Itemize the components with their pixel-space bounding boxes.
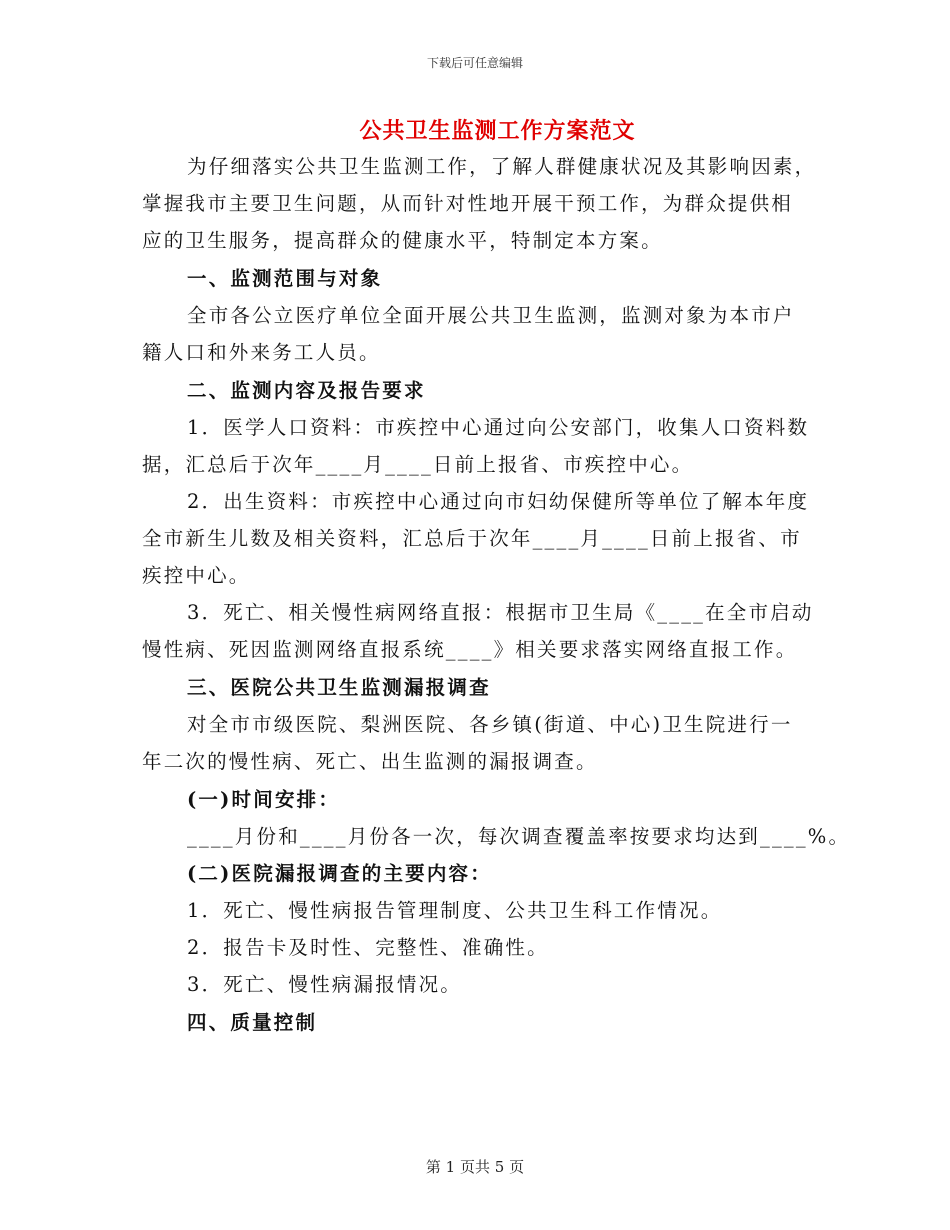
body-line: 对全市市级医院、梨洲医院、各乡镇(街道、中心)卫生院进行一	[187, 713, 793, 736]
section-heading: 一、监测范围与对象	[187, 267, 383, 290]
section-heading: 四、质量控制	[187, 1011, 318, 1034]
body-line: ____月份和____月份各一次，每次调查覆盖率按要求均达到____%。	[187, 825, 851, 848]
page-footer: 第 1 页共 5 页	[425, 1158, 525, 1176]
body-line: 1．医学人口资料：市疾控中心通过向公安部门，收集人口资料数	[187, 416, 810, 439]
body-line: 全市新生儿数及相关资料，汇总后于次年____月____日前上报省、市	[142, 527, 802, 550]
section-heading: 二、监测内容及报告要求	[187, 379, 426, 402]
body-line: 籍人口和外来务工人员。	[142, 341, 381, 364]
body-line: 1．死亡、慢性病报告管理制度、公共卫生科工作情况。	[187, 899, 723, 922]
document-title: 公共卫生监测工作方案范文	[359, 118, 636, 144]
body-line: 年二次的慢性病、死亡、出生监测的漏报调查。	[142, 750, 598, 773]
body-line: 慢性病、死因监测网络直报系统____》相关要求落实网络直报工作。	[142, 638, 798, 661]
subsection-heading: (二)医院漏报调查的主要内容：	[187, 862, 492, 885]
body-line: 3．死亡、相关慢性病网络直报：根据市卫生局《____在全市启动	[187, 601, 814, 624]
body-line: 为仔细落实公共卫生监测工作，了解人群健康状况及其影响因素，	[187, 155, 817, 178]
body-line: 应的卫生服务，提高群众的健康水平，特制定本方案。	[142, 229, 663, 252]
section-heading: 三、医院公共卫生监测漏报调查	[187, 676, 491, 699]
body-line: 2．报告卡及时性、完整性、准确性。	[187, 936, 549, 959]
body-line: 3．死亡、慢性病漏报情况。	[187, 973, 463, 996]
header-note: 下载后可任意编辑	[426, 56, 523, 70]
body-line: 据，汇总后于次年____月____日前上报省、市疾控中心。	[142, 453, 694, 476]
body-line: 掌握我市主要卫生问题，从而针对性地开展干预工作，为群众提供相	[142, 192, 794, 215]
body-line: 疾控中心。	[142, 564, 251, 587]
body-line: 全市各公立医疗单位全面开展公共卫生监测，监测对象为本市户	[187, 304, 795, 327]
body-line: 2．出生资料：市疾控中心通过向市妇幼保健所等单位了解本年度	[187, 490, 810, 513]
subsection-heading: (一)时间安排：	[187, 788, 341, 811]
